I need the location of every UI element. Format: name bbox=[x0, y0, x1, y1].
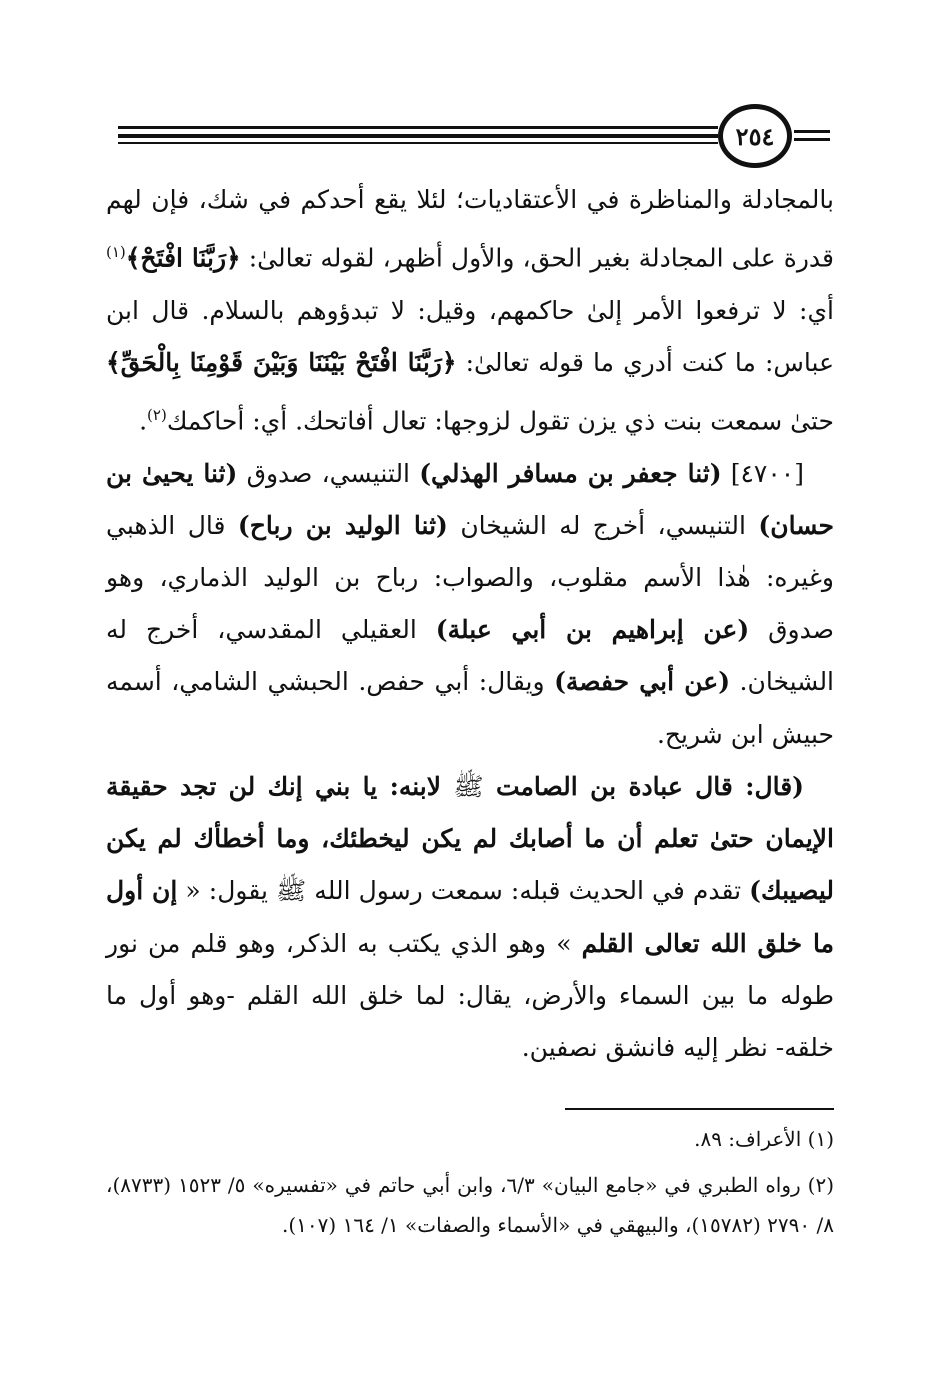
bold-text-segment: (قال: قال عبادة بن الصامت bbox=[483, 771, 805, 801]
paragraph-hadith-4700 bbox=[106, 448, 834, 761]
text-segment: » وهو الذي يكتب به الذكر، وهو قلم من نور طوله ما بين السماء والأرض، يقال: لما خلق الله القلم -وهو أول ما خلقه- نظر إليه فانشق نصفين. bbox=[106, 928, 834, 1062]
text-segment: [٤٧٠٠] bbox=[721, 458, 804, 488]
footnote-ref: (٢) bbox=[147, 406, 167, 425]
footnote-2: (٢) رواه الطبري في «جامع البيان» ٦/٣، وابن أبي حاتم في «تفسيره» ٥/ ١٥٢٣ (٨٧٣٣)، ٨/ ٢٧٩٠ (١٥٧٨٢)، والبيهقي في «الأسماء والصفات» ١/ ١٦٤ (١٠٧). bbox=[106, 1173, 834, 1237]
header-rule bbox=[118, 126, 718, 146]
text-segment: ﷺ bbox=[453, 771, 484, 801]
quran-quote: ﴿رَبَّنَا افْتَحْ بَيْنَنَا وَبَيْنَ قَوْمِنَا بِالْحَقِّ﴾ bbox=[106, 347, 457, 377]
bold-text-segment: (عن إبراهيم بن أبي عبلة) bbox=[435, 615, 750, 645]
page-number: ٢٥٤ bbox=[718, 104, 792, 168]
text-segment: التنيسي، أخرج له الشيخان bbox=[447, 510, 759, 540]
page-header bbox=[118, 104, 830, 168]
footnote-1: (١) الأعراف: ٨٩. bbox=[694, 1127, 834, 1151]
text-segment: . bbox=[139, 406, 148, 436]
bold-text-segment: (ثنا جعفر بن مسافر الهذلي) bbox=[419, 458, 722, 488]
text-segment: التنيسي، صدوق bbox=[237, 458, 420, 488]
paragraph-ubada-saying bbox=[106, 761, 834, 1074]
text-segment: العقيلي المقدسي، أخرج له الشيخان. bbox=[106, 615, 835, 697]
footnotes bbox=[106, 1119, 834, 1245]
text-segment: أي: لا ترفعوا الأمر إلىٰ حاكمهم، وقيل: لا تبدؤوهم بالسلام. قال ابن عباس: ما كنت أدري ما قوله تعالىٰ: bbox=[106, 295, 835, 377]
text-segment: قال الذهبي وغيره: هٰذا الأسم مقلوب، والصواب: رباح بن الوليد الذماري، وهو صدوق bbox=[106, 510, 834, 645]
quran-quote: ﴿رَبَّنَا افْتَحْ﴾ bbox=[125, 243, 241, 273]
text-segment: ويقال: أبي حفص. الحبشي الشامي، أسمه حبيش ابن شريح. bbox=[106, 667, 834, 749]
text-segment: حتىٰ سمعت بنت ذي يزن تقول لزوجها: تعال أفاتحك. أي: أحاكمك bbox=[166, 406, 834, 436]
footnote-separator bbox=[565, 1108, 834, 1110]
bold-text-segment: (ثنا يحيىٰ بن حسان) bbox=[106, 458, 834, 540]
bold-text-segment: (ثنا الوليد بن رباح) bbox=[237, 510, 448, 540]
bold-text-segment: إن أول ما خلق الله تعالى القلم bbox=[106, 876, 834, 958]
main-text bbox=[106, 174, 834, 1074]
bold-text-segment: لابنه: يا بني إنك لن تجد حقيقة الإيمان حتىٰ تعلم أن ما أصابك لم يكن ليخطئك، وما أخطأك لم يكن ليصيبك) bbox=[106, 771, 834, 906]
footnote-ref: (١) bbox=[106, 243, 126, 262]
paragraph-commentary bbox=[106, 174, 834, 448]
text-segment: تقدم في الحديث قبله: سمعت رسول الله ﷺ يقول: « bbox=[177, 876, 750, 906]
bold-text-segment: (عن أبي حفصة) bbox=[554, 667, 731, 697]
header-rule-end bbox=[794, 130, 830, 142]
text-segment: بالمجادلة والمناظرة في الأعتقاديات؛ لئلا يقع أحدكم في شك، فإن لهم قدرة على المجادلة بغير الحق، والأول أظهر، لقوله تعالىٰ: bbox=[106, 185, 834, 273]
